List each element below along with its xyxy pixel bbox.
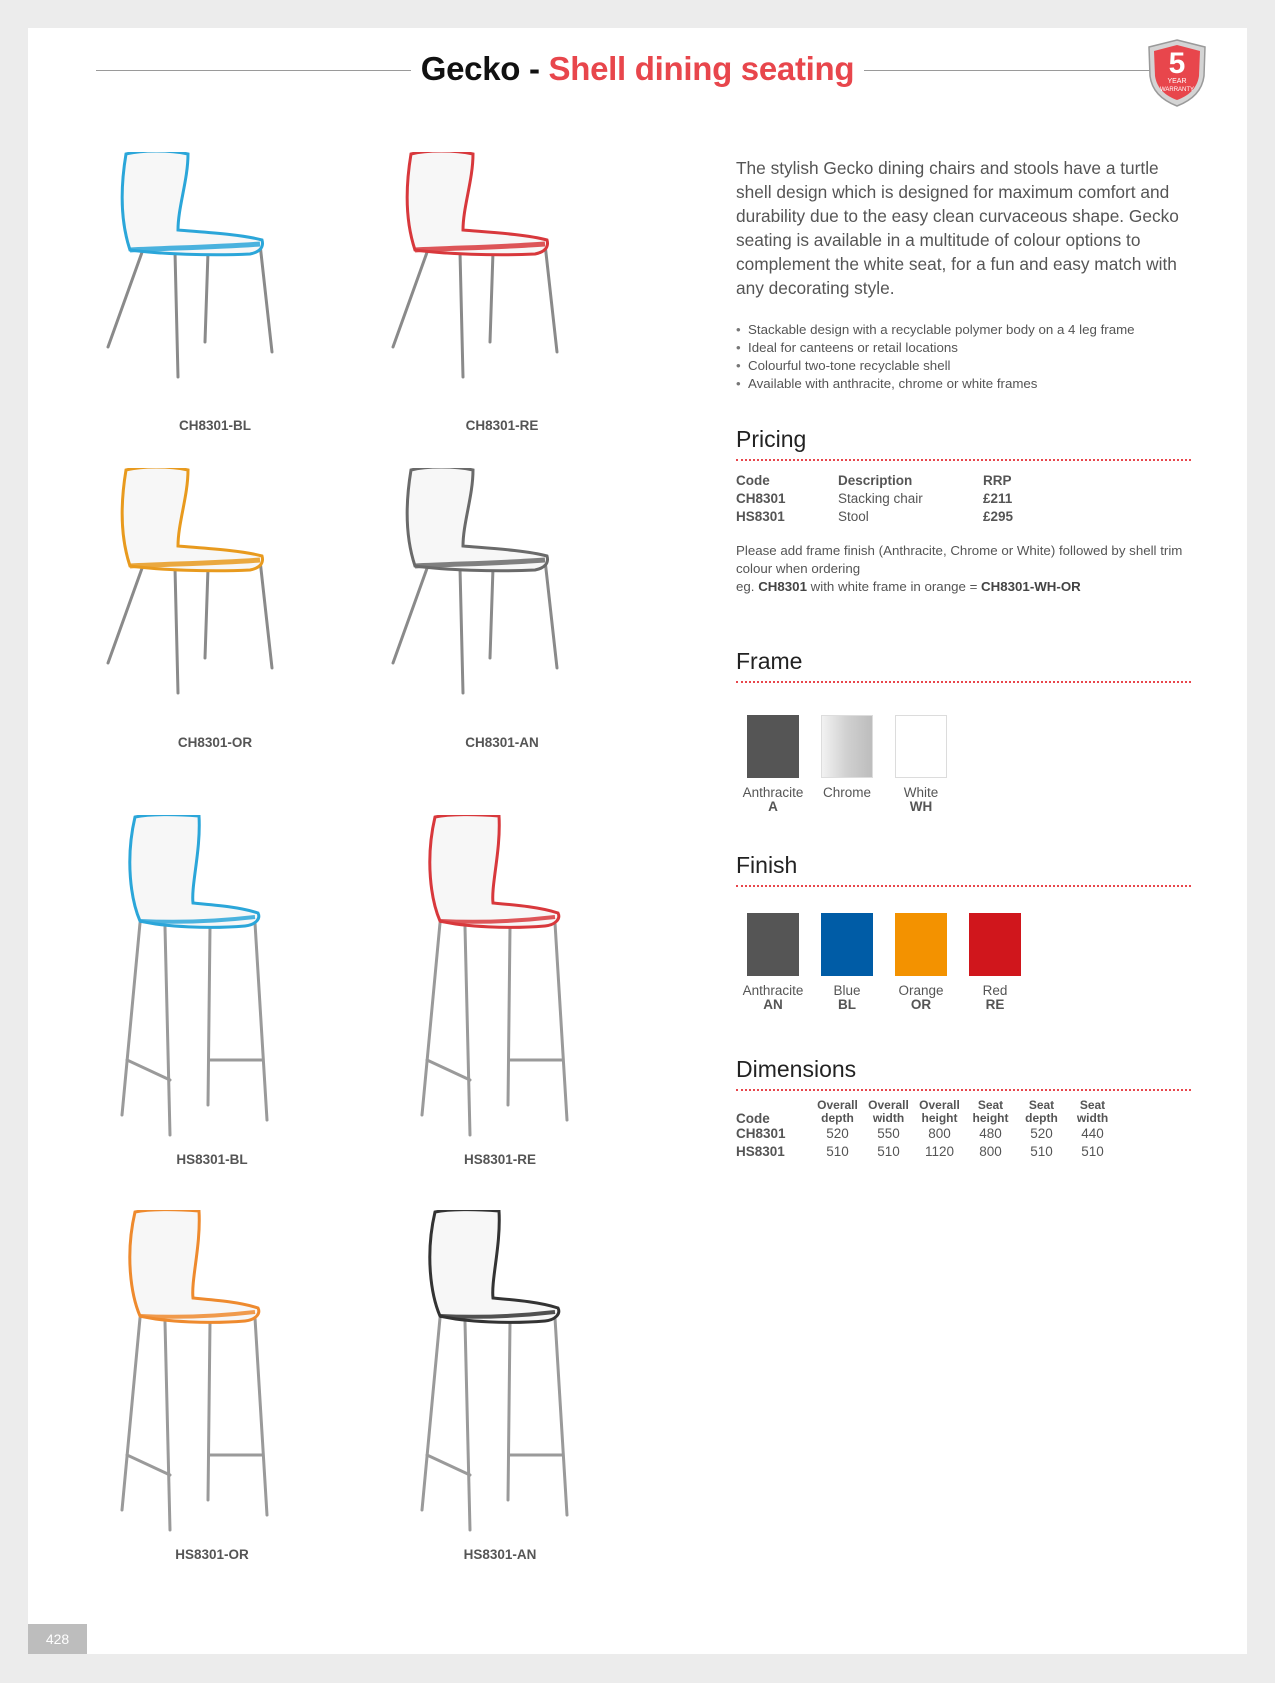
- price-rrp: £211: [983, 491, 1013, 506]
- stool-illustration: [115, 1210, 295, 1535]
- pricing-table: [736, 472, 1013, 526]
- dim-value: 440: [1081, 1126, 1104, 1141]
- dim-value: 510: [1081, 1144, 1104, 1159]
- example-prefix: eg.: [736, 579, 759, 594]
- feature-item: • Colourful two-tone recyclable shell: [736, 357, 1196, 375]
- price-description: Stool: [838, 509, 869, 524]
- title-accent: Shell dining seating: [548, 50, 855, 87]
- finish-swatches: [736, 913, 1032, 1012]
- dim-code: HS8301: [736, 1144, 785, 1159]
- section-divider: [736, 459, 1191, 461]
- product-code: HS8301-OR: [175, 1547, 249, 1562]
- dimensions-heading: Dimensions: [736, 1056, 857, 1082]
- product-image-ch8301-bl: [100, 152, 300, 387]
- dim-header: Seat height: [972, 1098, 1009, 1125]
- feature-list: [736, 321, 1196, 393]
- dim-header: Seat depth: [1025, 1098, 1058, 1125]
- dim-header: Seat width: [1076, 1098, 1109, 1125]
- swatch-name: Chrome: [822, 785, 871, 800]
- dim-header-code: Code: [736, 1111, 770, 1126]
- dim-value: 510: [826, 1144, 849, 1159]
- finish-swatch-anthracite: [736, 913, 810, 1012]
- finish-heading: Finish: [736, 852, 798, 878]
- product-code: HS8301-RE: [463, 1152, 537, 1167]
- dimensions-header-row: [736, 1099, 1118, 1125]
- dim-value: 520: [1030, 1126, 1053, 1141]
- product-image-hs8301-re: [415, 815, 595, 1140]
- product-code: HS8301-BL: [176, 1152, 248, 1167]
- product-code: HS8301-AN: [463, 1547, 537, 1562]
- frame-swatch-chrome: [810, 715, 884, 814]
- dim-value: 550: [877, 1126, 900, 1141]
- dim-value: 480: [979, 1126, 1002, 1141]
- swatch-name: White: [903, 785, 939, 800]
- finish-swatch-blue: [810, 913, 884, 1012]
- badge-number: 5: [1168, 47, 1186, 80]
- swatch-color: [747, 715, 799, 778]
- frame-swatch-white: [884, 715, 958, 814]
- ordering-note-text: Please add frame finish (Anthracite, Chrome or White) followed by shell trim colour when ordering: [736, 543, 1183, 576]
- swatch-code: A: [768, 799, 778, 814]
- finish-swatch-orange: [884, 913, 958, 1012]
- stool-illustration: [415, 1210, 595, 1535]
- pricing-header: Description: [838, 473, 913, 488]
- pricing-header-row: [736, 472, 1013, 490]
- swatch-name: Orange: [898, 983, 944, 998]
- price-code: CH8301: [736, 491, 786, 506]
- product-code: CH8301-RE: [465, 418, 539, 433]
- feature-item: • Stackable design with a recyclable polymer body on a 4 leg frame: [736, 321, 1196, 339]
- product-image-ch8301-re: [385, 152, 585, 387]
- table-row: [736, 1125, 1118, 1143]
- example-mid: with white frame in orange =: [806, 579, 982, 594]
- swatch-color: [969, 913, 1021, 976]
- pricing-header: Code: [736, 473, 770, 488]
- chair-illustration: [385, 468, 585, 703]
- chair-illustration: [100, 152, 300, 387]
- chair-illustration: [385, 152, 585, 387]
- warranty-badge-icon: [1146, 38, 1208, 108]
- price-description: Stacking chair: [838, 491, 923, 506]
- frame-swatches: [736, 715, 958, 814]
- dim-value: 1120: [924, 1144, 955, 1159]
- table-row: [736, 508, 1013, 526]
- product-code: CH8301-BL: [178, 418, 252, 433]
- section-divider: [736, 1089, 1191, 1091]
- section-divider: [736, 681, 1191, 683]
- product-image-hs8301-an: [415, 1210, 595, 1535]
- badge-line2: WARRANTY: [1159, 87, 1195, 93]
- swatch-color: [747, 913, 799, 976]
- dim-header: Overall height: [919, 1098, 960, 1125]
- product-image-hs8301-bl: [115, 815, 295, 1140]
- price-code: HS8301: [736, 509, 785, 524]
- pricing-heading: Pricing: [736, 426, 807, 452]
- swatch-code: BL: [838, 997, 856, 1012]
- product-image-hs8301-or: [115, 1210, 295, 1535]
- feature-item: • Available with anthracite, chrome or white frames: [736, 375, 1196, 393]
- example-code: CH8301: [758, 579, 807, 594]
- swatch-code: AN: [763, 997, 783, 1012]
- finish-swatch-red: [958, 913, 1032, 1012]
- swatch-code: RE: [985, 997, 1005, 1012]
- table-row: [736, 1143, 1118, 1161]
- page-number: 428: [28, 1624, 87, 1654]
- swatch-color: [821, 913, 873, 976]
- dim-value: 800: [928, 1126, 951, 1141]
- frame-swatch-anthracite: [736, 715, 810, 814]
- chair-illustration: [100, 468, 300, 703]
- swatch-code: WH: [909, 799, 933, 814]
- dim-header: Overall width: [868, 1098, 909, 1125]
- product-code: CH8301-OR: [177, 735, 253, 750]
- product-image-ch8301-or: [100, 468, 300, 703]
- stool-illustration: [415, 815, 595, 1140]
- badge-line1: YEAR: [1167, 78, 1187, 85]
- swatch-name: Anthracite: [742, 785, 804, 800]
- product-image-ch8301-an: [385, 468, 585, 703]
- section-divider: [736, 885, 1191, 887]
- example-result: CH8301-WH-OR: [981, 579, 1081, 594]
- swatch-name: Blue: [833, 983, 861, 998]
- swatch-color: [895, 913, 947, 976]
- dim-value: 520: [826, 1126, 849, 1141]
- dimensions-table: [736, 1099, 1118, 1161]
- dim-value: 510: [877, 1144, 900, 1159]
- swatch-code: OR: [910, 997, 932, 1012]
- intro-text: The stylish Gecko dining chairs and stools have a turtle shell design which is designed for maximum comfort and durability due to the easy clean curvaceous shape. Gecko seating is available in a multitude of colour options to complement the white seat, for a fun and easy match with any decorating style.: [736, 158, 1179, 298]
- product-code: CH8301-AN: [465, 735, 539, 750]
- title-main: Gecko -: [420, 50, 549, 87]
- pricing-header: RRP: [983, 473, 1012, 488]
- table-row: [736, 490, 1013, 508]
- dim-code: CH8301: [736, 1126, 786, 1141]
- swatch-name: Red: [982, 983, 1008, 998]
- swatch-color: [895, 715, 947, 778]
- stool-illustration: [115, 815, 295, 1140]
- swatch-color: [821, 715, 873, 778]
- dim-header: Overall depth: [817, 1098, 858, 1125]
- price-rrp: £295: [983, 509, 1014, 524]
- feature-item: • Ideal for canteens or retail locations: [736, 339, 1196, 357]
- swatch-name: Anthracite: [742, 983, 804, 998]
- page-title: [0, 50, 1275, 88]
- ordering-note: [736, 542, 1206, 596]
- frame-heading: Frame: [736, 648, 803, 674]
- dim-value: 510: [1030, 1144, 1053, 1159]
- dim-value: 800: [979, 1144, 1002, 1159]
